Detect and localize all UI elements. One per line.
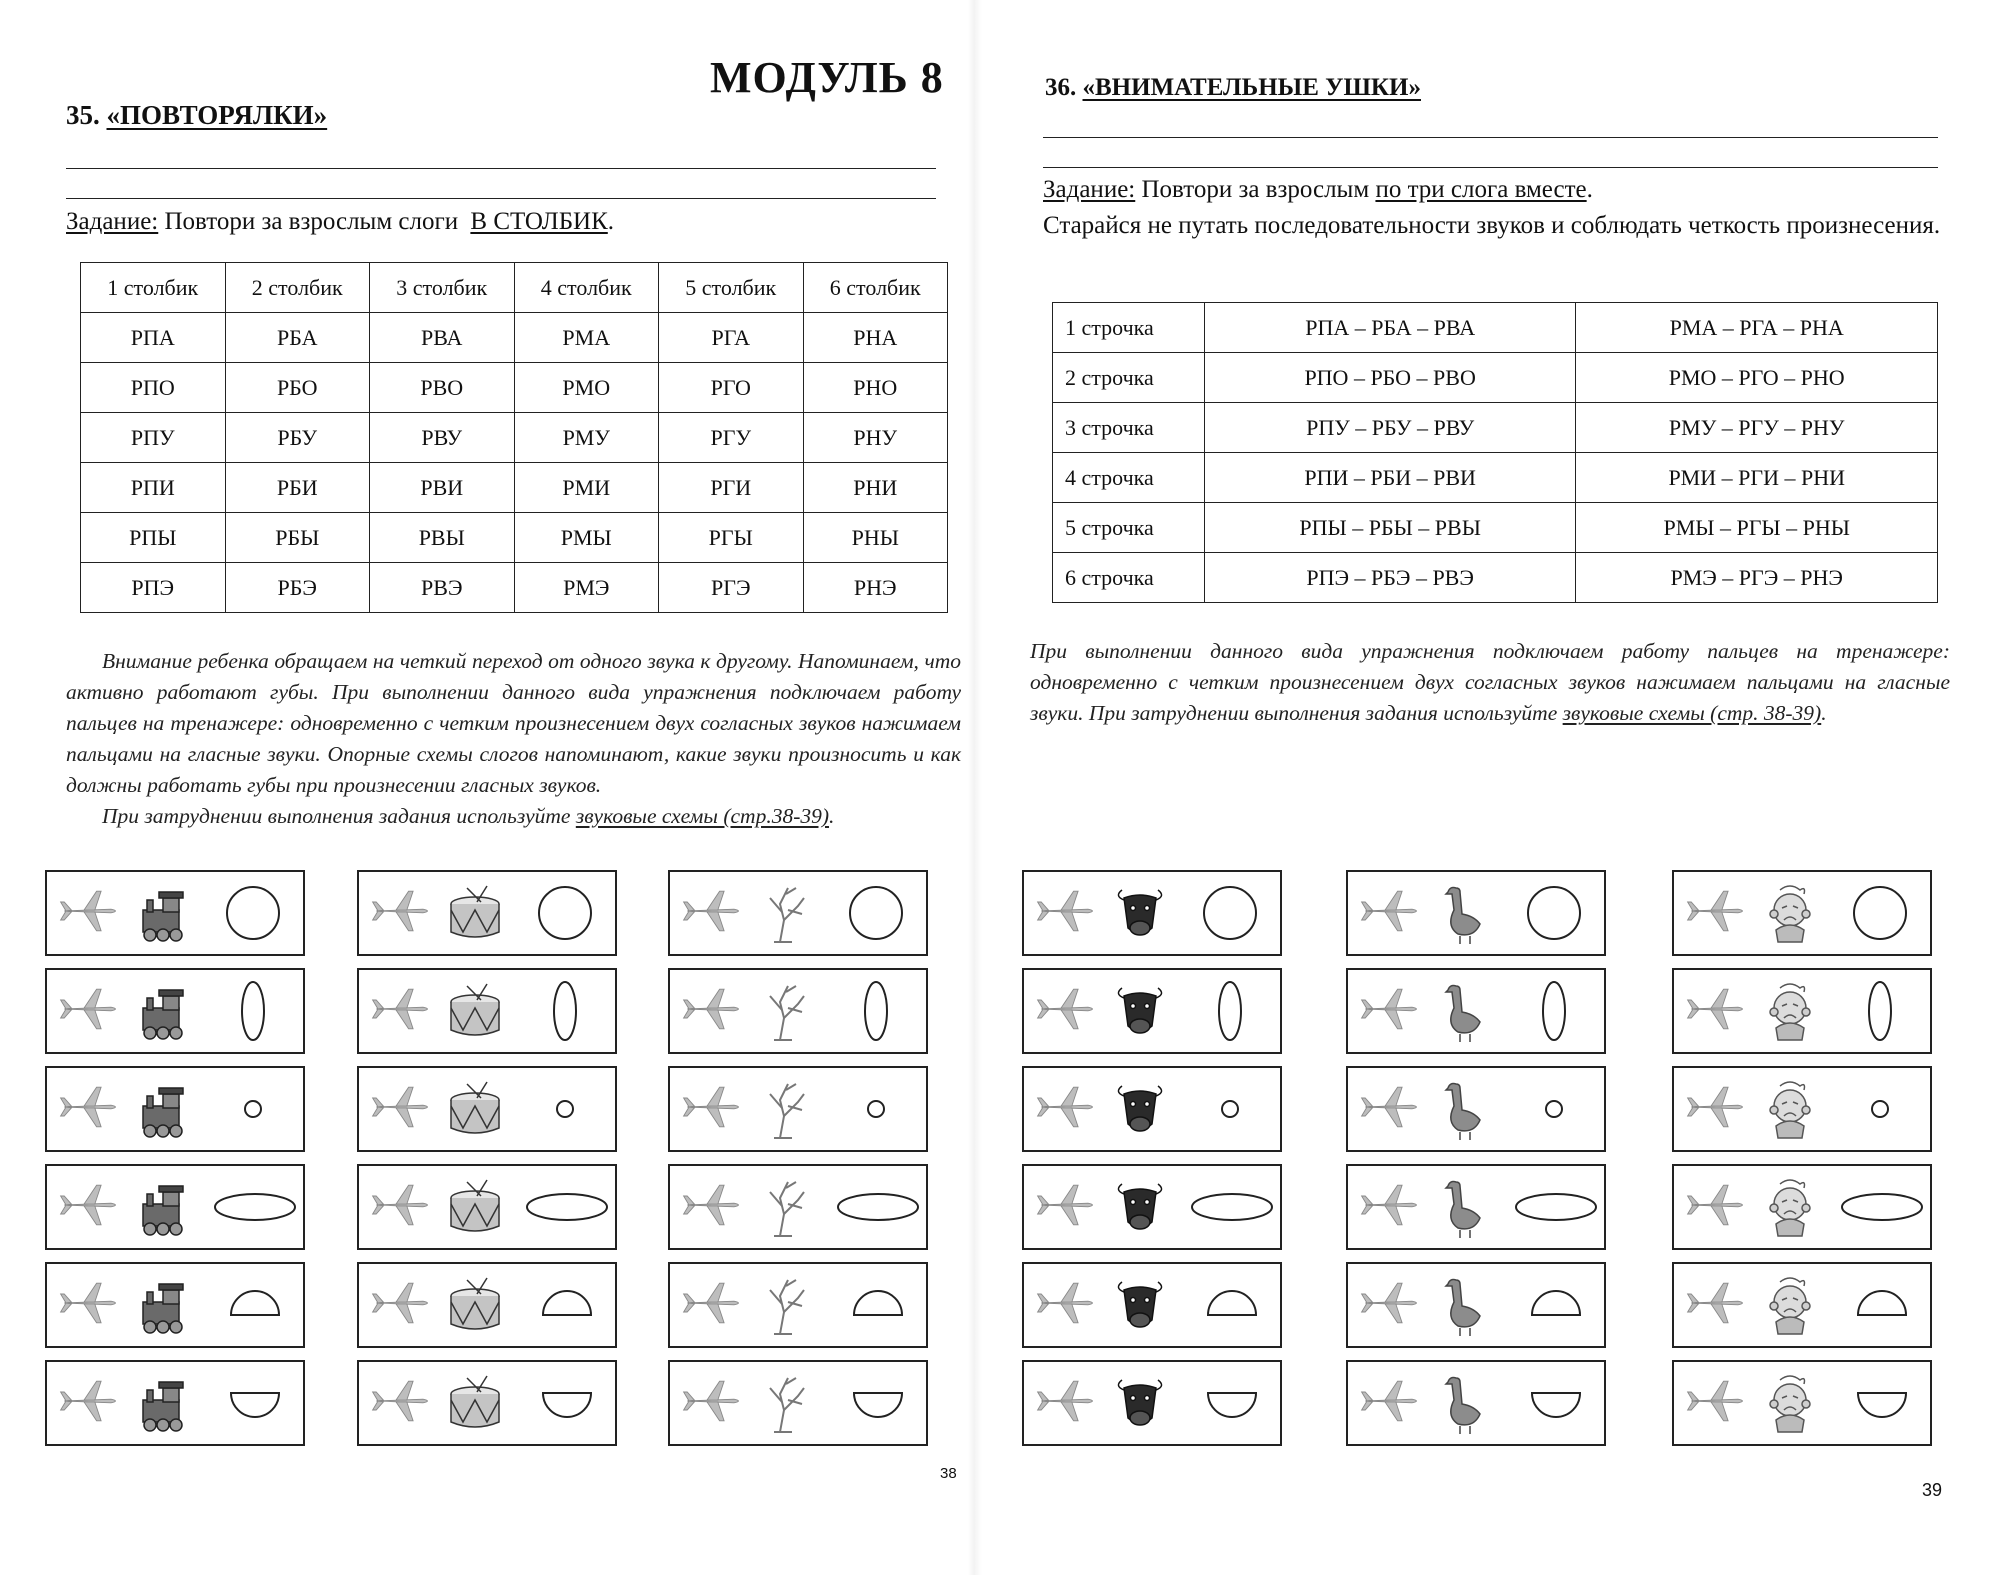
airplane-icon — [61, 1185, 116, 1225]
exercise-number: 36. — [1045, 74, 1077, 101]
card-column-tree — [668, 870, 926, 1458]
circle-large-shape — [227, 887, 279, 939]
syllable-cell: РГУ — [659, 413, 804, 463]
table-row — [1053, 503, 1938, 553]
airplane-icon — [1362, 1185, 1417, 1225]
airplane-icon — [1362, 1381, 1417, 1421]
note-end: . — [1821, 701, 1827, 725]
task-line — [66, 204, 614, 240]
sound-scheme-card — [357, 1164, 617, 1250]
column-header: 3 столбик — [370, 263, 515, 313]
table-row — [81, 413, 948, 463]
sound-scheme-card — [45, 1360, 305, 1446]
syllable-cell: РГИ — [659, 463, 804, 513]
syllable-cell: РПИ — [81, 463, 226, 513]
train-icon — [143, 1382, 183, 1431]
oval-horizontal-shape — [1192, 1194, 1272, 1220]
circle-small-shape — [1872, 1101, 1888, 1117]
syllable-cell: РНЫ — [803, 513, 948, 563]
goose-icon — [1446, 888, 1480, 945]
card-column-train — [45, 870, 303, 1458]
card-column-cow — [1022, 870, 1280, 1458]
airplane-icon — [684, 1283, 739, 1323]
syllable-triple-cell: РМЭ – РГЭ – РНЭ — [1576, 553, 1938, 603]
crying-child-icon — [1770, 886, 1810, 942]
airplane-icon — [1688, 1185, 1743, 1225]
oval-horizontal-shape — [838, 1194, 918, 1220]
circle-small-shape — [245, 1101, 261, 1117]
teacher-note-right — [1030, 636, 1950, 729]
airplane-icon — [1688, 989, 1743, 1029]
tree-icon — [770, 888, 804, 942]
train-icon — [143, 892, 183, 941]
semicircle-up-shape — [1208, 1291, 1256, 1315]
airplane-icon — [1362, 1087, 1417, 1127]
syllable-cell: РБА — [225, 313, 370, 363]
syllable-cell: РНЭ — [803, 563, 948, 613]
note-text: При затруднении выполнения задания используйте — [102, 804, 571, 828]
circle-small-shape — [868, 1101, 884, 1117]
syllable-cell: РПА — [81, 313, 226, 363]
circle-large-shape — [1854, 887, 1906, 939]
table-row — [1053, 453, 1938, 503]
syllable-cell: РНИ — [803, 463, 948, 513]
row-label: 2 строчка — [1053, 353, 1205, 403]
teacher-note-left — [66, 646, 961, 832]
oval-horizontal-shape — [1842, 1194, 1922, 1220]
circle-small-shape — [1546, 1101, 1562, 1117]
circle-large-shape — [539, 887, 591, 939]
syllable-cell: РВО — [370, 363, 515, 413]
task-emphasis: В СТОЛБИК — [470, 208, 608, 235]
semicircle-down-shape — [231, 1393, 279, 1417]
syllable-cell: РВИ — [370, 463, 515, 513]
sound-scheme-card — [357, 870, 617, 956]
drum-icon — [451, 984, 499, 1035]
column-header: 6 столбик — [803, 263, 948, 313]
drum-icon — [451, 1082, 499, 1133]
cow-icon — [1118, 890, 1161, 935]
syllable-cell: РБУ — [225, 413, 370, 463]
syllable-triple-cell: РПО – РБО – РВО — [1204, 353, 1576, 403]
sound-scheme-card — [1672, 1262, 1932, 1348]
syllable-cell: РМИ — [514, 463, 659, 513]
goose-icon — [1446, 1182, 1480, 1239]
syllable-cell: РМО — [514, 363, 659, 413]
semicircle-down-shape — [854, 1393, 902, 1417]
airplane-icon — [684, 1381, 739, 1421]
card-column-drum — [357, 870, 615, 1458]
airplane-icon — [373, 1381, 428, 1421]
syllable-cell: РНУ — [803, 413, 948, 463]
syllable-cell: РБИ — [225, 463, 370, 513]
circle-large-shape — [1204, 887, 1256, 939]
sound-scheme-card — [357, 1262, 617, 1348]
task-text: Повтори за взрослым слоги — [164, 208, 459, 235]
goose-icon — [1446, 986, 1480, 1043]
airplane-icon — [1688, 1087, 1743, 1127]
circle-large-shape — [850, 887, 902, 939]
circle-small-shape — [1222, 1101, 1238, 1117]
sound-scheme-card — [668, 968, 928, 1054]
syllable-cell: РНА — [803, 313, 948, 363]
crying-child-icon — [1770, 1278, 1810, 1334]
drum-icon — [451, 1376, 499, 1427]
answer-line-1 — [1043, 137, 1938, 138]
airplane-icon — [1038, 989, 1093, 1029]
airplane-icon — [1362, 1283, 1417, 1323]
airplane-icon — [61, 1381, 116, 1421]
sound-scheme-card — [1346, 1164, 1606, 1250]
crying-child-icon — [1770, 984, 1810, 1040]
syllable-triple-cell: РМО – РГО – РНО — [1576, 353, 1938, 403]
sound-scheme-card — [668, 1262, 928, 1348]
syllable-cell: РПЫ — [81, 513, 226, 563]
sound-scheme-card — [668, 1164, 928, 1250]
syllable-cell: РБЫ — [225, 513, 370, 563]
task-end: . — [1586, 176, 1593, 203]
cow-icon — [1118, 1380, 1161, 1425]
syllable-cell: РМЭ — [514, 563, 659, 613]
sound-scheme-card — [45, 968, 305, 1054]
exercise-name: «ПОВТОРЯЛКИ» — [106, 100, 328, 130]
airplane-icon — [684, 1185, 739, 1225]
airplane-icon — [1688, 1381, 1743, 1421]
oval-vertical-shape — [242, 982, 264, 1040]
airplane-icon — [373, 1283, 428, 1323]
sound-schemes-link[interactable]: звуковые схемы (стр.38-39) — [575, 804, 830, 828]
answer-line-2 — [1043, 167, 1938, 168]
syllable-triples-table — [1052, 302, 1938, 603]
sound-schemes-link[interactable]: звуковые схемы (стр. 38-39) — [1562, 701, 1822, 725]
table-row — [1053, 303, 1938, 353]
oval-horizontal-shape — [215, 1194, 295, 1220]
syllable-cell: РВЫ — [370, 513, 515, 563]
goose-icon — [1446, 1378, 1480, 1435]
train-icon — [143, 1088, 183, 1137]
drum-icon — [451, 1180, 499, 1231]
cow-icon — [1118, 1184, 1161, 1229]
syllable-triple-cell: РМИ – РГИ – РНИ — [1576, 453, 1938, 503]
circle-small-shape — [557, 1101, 573, 1117]
exercise-36-title — [1045, 74, 1421, 102]
semicircle-down-shape — [1208, 1393, 1256, 1417]
row-label: 6 строчка — [1053, 553, 1205, 603]
page-number-left: 38 — [940, 1465, 957, 1482]
task-line — [1043, 172, 1593, 208]
goose-icon — [1446, 1084, 1480, 1141]
train-icon — [143, 990, 183, 1039]
sound-scheme-card — [1672, 1066, 1932, 1152]
sound-scheme-card — [1022, 1164, 1282, 1250]
airplane-icon — [373, 891, 428, 931]
table-row — [1053, 403, 1938, 453]
airplane-icon — [1038, 891, 1093, 931]
exercise-35-title — [66, 100, 327, 131]
syllable-cell: РПЭ — [81, 563, 226, 613]
note-end: . — [829, 804, 835, 828]
syllable-cell: РПО — [81, 363, 226, 413]
semicircle-up-shape — [1532, 1291, 1580, 1315]
table-row — [81, 363, 948, 413]
airplane-icon — [373, 989, 428, 1029]
semicircle-down-shape — [1532, 1393, 1580, 1417]
sound-scheme-card — [1672, 1360, 1932, 1446]
airplane-icon — [684, 891, 739, 931]
airplane-icon — [1038, 1381, 1093, 1421]
crying-child-icon — [1770, 1180, 1810, 1236]
circle-large-shape — [1528, 887, 1580, 939]
sound-scheme-card — [1346, 1262, 1606, 1348]
sound-scheme-card — [1346, 870, 1606, 956]
airplane-icon — [684, 989, 739, 1029]
sound-scheme-card — [668, 1066, 928, 1152]
row-label: 3 строчка — [1053, 403, 1205, 453]
syllable-cell: РВУ — [370, 413, 515, 463]
syllable-table — [80, 262, 948, 613]
row-label: 5 строчка — [1053, 503, 1205, 553]
cow-icon — [1118, 988, 1161, 1033]
drum-icon — [451, 886, 499, 937]
tree-icon — [770, 1280, 804, 1334]
airplane-icon — [1038, 1087, 1093, 1127]
card-column-goose — [1346, 870, 1604, 1458]
syllable-cell: РБО — [225, 363, 370, 413]
page-number-right: 39 — [1922, 1480, 1943, 1500]
oval-vertical-shape — [554, 982, 576, 1040]
syllable-cell: РГЫ — [659, 513, 804, 563]
syllable-cell: РГО — [659, 363, 804, 413]
oval-vertical-shape — [1543, 982, 1565, 1040]
airplane-icon — [1362, 891, 1417, 931]
exercise-number: 35. — [66, 100, 100, 130]
sound-scheme-card — [357, 1360, 617, 1446]
answer-line-1 — [66, 168, 936, 169]
table-row — [81, 513, 948, 563]
semicircle-up-shape — [231, 1291, 279, 1315]
tree-icon — [770, 1084, 804, 1138]
crying-child-icon — [1770, 1376, 1810, 1432]
sound-scheme-card — [45, 870, 305, 956]
sound-scheme-card — [1672, 870, 1932, 956]
syllable-cell: РМУ — [514, 413, 659, 463]
sound-scheme-card — [1022, 1066, 1282, 1152]
oval-horizontal-shape — [1516, 1194, 1596, 1220]
task-text: Повтори за взрослым — [1141, 176, 1370, 203]
train-icon — [143, 1186, 183, 1235]
sound-scheme-card — [1672, 968, 1932, 1054]
sound-scheme-card — [1022, 1262, 1282, 1348]
syllable-triple-cell: РПА – РБА – РВА — [1204, 303, 1576, 353]
sound-scheme-card — [1346, 1066, 1606, 1152]
table-row — [1053, 353, 1938, 403]
syllable-cell: РМА — [514, 313, 659, 363]
syllable-cell: РГА — [659, 313, 804, 363]
sound-scheme-card — [45, 1066, 305, 1152]
task-instruction: Старайся не путать последовательности звуков и соблюдать четкость произнесения. — [1043, 212, 1941, 239]
syllable-triple-cell: РМЫ – РГЫ – РНЫ — [1576, 503, 1938, 553]
syllable-cell: РГЭ — [659, 563, 804, 613]
sound-scheme-card — [45, 1164, 305, 1250]
goose-icon — [1446, 1280, 1480, 1337]
column-header: 4 столбик — [514, 263, 659, 313]
drum-icon — [451, 1278, 499, 1329]
cow-icon — [1118, 1086, 1161, 1131]
row-label: 1 строчка — [1053, 303, 1205, 353]
sound-scheme-card — [1022, 1360, 1282, 1446]
table-header-row — [81, 263, 948, 313]
airplane-icon — [61, 1087, 116, 1127]
column-header: 1 столбик — [81, 263, 226, 313]
syllable-triple-cell: РМУ – РГУ – РНУ — [1576, 403, 1938, 453]
sound-scheme-card — [1672, 1164, 1932, 1250]
airplane-icon — [1688, 1283, 1743, 1323]
syllable-cell: РБЭ — [225, 563, 370, 613]
task-label: Задание: — [66, 208, 159, 235]
airplane-icon — [61, 1283, 116, 1323]
sound-scheme-card — [357, 1066, 617, 1152]
syllable-cell: РВЭ — [370, 563, 515, 613]
syllable-cell: РНО — [803, 363, 948, 413]
task-end: . — [607, 208, 615, 235]
airplane-icon — [1038, 1185, 1093, 1225]
row-label: 4 строчка — [1053, 453, 1205, 503]
airplane-icon — [373, 1087, 428, 1127]
syllable-cell: РВА — [370, 313, 515, 363]
airplane-icon — [373, 1185, 428, 1225]
oval-horizontal-shape — [527, 1194, 607, 1220]
sound-scheme-card — [1346, 968, 1606, 1054]
card-column-crying-child — [1672, 870, 1930, 1458]
syllable-cell: РМЫ — [514, 513, 659, 563]
cow-icon — [1118, 1282, 1161, 1327]
semicircle-up-shape — [854, 1291, 902, 1315]
column-header: 5 столбик — [659, 263, 804, 313]
answer-line-2 — [66, 198, 936, 199]
note-paragraph-1: Внимание ребенка обращаем на четкий переход от одного звука к другому. Напоминаем, что активно работают губы. При выполнении данного вида упражнения подключаем работу пальцев на тренажере: одновременно с четким произнесением двух согласных звуков нажимаем пальцами на гласные звуки. Опорные схемы слогов напоминают, какие звуки произносить и как должны работать губы при произнесении гласных звуков. — [66, 649, 961, 797]
module-title: МОДУЛЬ 8 — [710, 53, 944, 102]
crying-child-icon — [1770, 1082, 1810, 1138]
tree-icon — [770, 1378, 804, 1432]
airplane-icon — [684, 1087, 739, 1127]
tree-icon — [770, 1182, 804, 1236]
semicircle-down-shape — [1858, 1393, 1906, 1417]
airplane-icon — [1688, 891, 1743, 931]
oval-vertical-shape — [1869, 982, 1891, 1040]
oval-vertical-shape — [865, 982, 887, 1040]
oval-vertical-shape — [1219, 982, 1241, 1040]
syllable-triple-cell: РМА – РГА – РНА — [1576, 303, 1938, 353]
sound-scheme-card — [668, 1360, 928, 1446]
table-row — [1053, 553, 1938, 603]
exercise-name: «ВНИМАТЕЛЬНЫЕ УШКИ» — [1082, 74, 1421, 101]
task-emphasis: по три слога вместе — [1375, 176, 1587, 203]
task-label: Задание: — [1043, 176, 1136, 203]
airplane-icon — [61, 989, 116, 1029]
sound-scheme-card — [1346, 1360, 1606, 1446]
syllable-triple-cell: РПЭ – РБЭ – РВЭ — [1204, 553, 1576, 603]
semicircle-up-shape — [543, 1291, 591, 1315]
airplane-icon — [1038, 1283, 1093, 1323]
airplane-icon — [1362, 989, 1417, 1029]
syllable-triple-cell: РПИ – РБИ – РВИ — [1204, 453, 1576, 503]
sound-scheme-card — [45, 1262, 305, 1348]
train-icon — [143, 1284, 183, 1333]
table-row — [81, 463, 948, 513]
sound-scheme-card — [1022, 968, 1282, 1054]
semicircle-up-shape — [1858, 1291, 1906, 1315]
sound-scheme-card — [668, 870, 928, 956]
syllable-cell: РПУ — [81, 413, 226, 463]
semicircle-down-shape — [543, 1393, 591, 1417]
tree-icon — [770, 986, 804, 1040]
sound-scheme-card — [357, 968, 617, 1054]
airplane-icon — [61, 891, 116, 931]
note-text: При выполнении данного вида упражнения подключаем работу пальцев на тренажере: одновременно с четким произнесением двух согласных звуков нажимаем пальцами на гласные звуки. При затруднении выполнения задания используйте — [1030, 639, 1950, 725]
note-paragraph — [1030, 636, 1950, 729]
note-paragraph-2 — [66, 801, 961, 832]
table-row — [81, 563, 948, 613]
syllable-triple-cell: РПЫ – РБЫ – РВЫ — [1204, 503, 1576, 553]
column-header: 2 столбик — [225, 263, 370, 313]
syllable-triple-cell: РПУ – РБУ – РВУ — [1204, 403, 1576, 453]
table-row — [81, 313, 948, 363]
sound-scheme-card — [1022, 870, 1282, 956]
